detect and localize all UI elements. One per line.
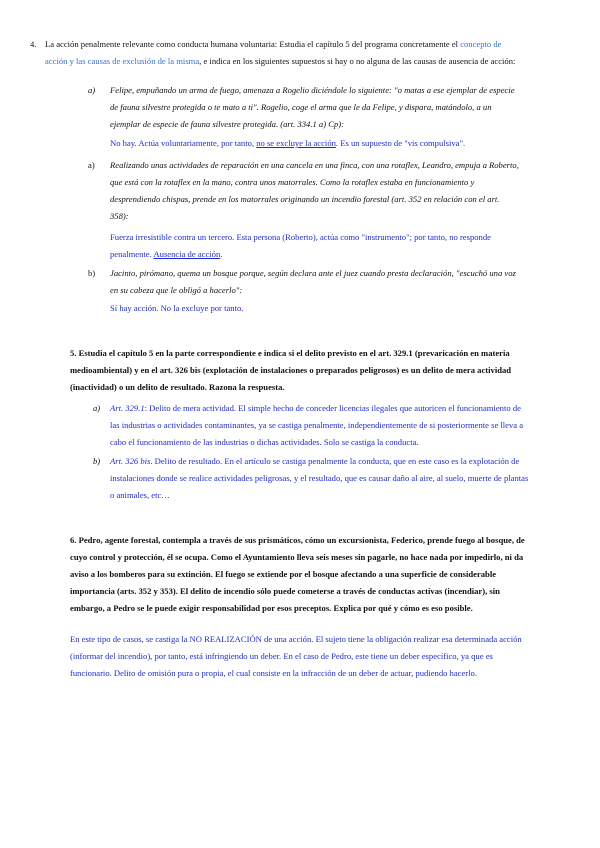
q4-intro	[45, 36, 525, 70]
q4-case-a2: Realizando unas actividades de reparación en una cancela en una finca, con una rotaflex, Leandro, empuja a Roberto, que está con la rotaflex en la mano, contra unos matorrales. Como la rotaflex estaba en funcionamiento y desprendiendo chispas, prende en los matorrales originando un incendio forestal (art. 352 en relación con el art. 358):	[110, 160, 519, 221]
q4-answer-a2-text: Fuerza irresistible contra un tercero. Esta persona (Roberto), actúa como "instrumento"; por tanto, no responde penalmente.	[110, 232, 491, 259]
q4-concept-link[interactable]: concepto de acción y las causas de exclusión de la misma	[45, 39, 502, 66]
q6-question: 6. Pedro, agente forestal, contempla a través de sus prismáticos, cómo un excursionista, Federico, prende fuego al bosque, de cuyo control y protección, él se ocupa. Como el Ayuntamiento lleva seis meses sin pagarle, no hace nada por impedirlo, ni da aviso a los bomberos para su extinción. El fuego se extiende por el bosque afectando a una superficie de considerable importancia (arts. 352 y 353). El delito de incendio sólo puede cometerse a través de conductas activas (incendiar), sin embargo, a Pedro se le puede exigir responsabilidad por esos preceptos. Explica por qué y cómo es eso posible.	[70, 535, 525, 613]
q4-answer-b-text: Sí hay acción. No la excluye por tanto.	[110, 303, 244, 313]
q4-answer-a	[110, 135, 520, 152]
q4-case-a: Felipe, empuñando un arma de fuego, amenaza a Rogelio diciéndole lo siguiente: "o matas a ese ejemplar de especie de fauna silvestre protegida o te mato a ti". Rogelio, coge el arma que le da Felipe, y dispara, matándolo, a un ejemplar de especie de fauna silvestre protegida. (art. 334.1 a) Cp):	[110, 85, 515, 129]
q5-ref-a: Art. 329.1	[110, 403, 145, 413]
q4-intro-text-end: , e indica en los siguientes supuestos si hay o no alguna de las causas de ausencia de acción:	[199, 56, 516, 66]
q5-answer-a	[110, 400, 530, 451]
q5-ref-b: Art. 326 bis	[110, 456, 151, 466]
q4-answer-a2-underlined: Ausencia de acción	[153, 249, 221, 259]
q4-answer-a-text: No hay. Actúa voluntariamente, por tanto,	[110, 138, 257, 148]
q4-answer-a2	[110, 229, 520, 263]
q5-item-label-b: b)	[93, 456, 101, 466]
q5-answer-a-text: : Delito de mera actividad. El simple hecho de conceder licencias ilegales que autoricen el funcionamiento de las industrias o actividades contaminantes, ya se castiga penalmente, independientemente de si posteriormente se lleva a cabo el funcionamiento de las industrias o dichas actividades. Solo se castiga la conducta.	[110, 403, 524, 447]
q6-answer: En este tipo de casos, se castiga la NO REALIZACIÓN de una acción. El sujeto tiene la obligación realizar esa determinada acción (informar del incendio), por tanto, está infringiendo un deber. En el caso de Pedro, este tiene un deber específico, ya que es funcionario. Delito de omisión pura o propia, el cual consiste en la infracción de un deber de actuar, pudiendo hacerlo.	[70, 634, 522, 678]
q4-item-label-a: a)	[88, 85, 96, 95]
q4-intro-text: La acción penalmente relevante como conducta humana voluntaria: Estudia el capítulo 5 del programa concretamente el	[45, 39, 461, 49]
q4-item-label-a2: a)	[88, 160, 95, 170]
q4-answer-b	[110, 300, 520, 317]
q5-answer-b	[110, 453, 530, 504]
q4-case-b: Jacinto, pirómano, quema un bosque porque, según declara ante el juez cuando presta declaración, "escuchó una voz en su cabeza que le obligó a hacerlo":	[110, 268, 516, 295]
q5-answer-b-text: . Delito de resultado. En el artículo se castiga penalmente la conducta, que en este caso es la explotación de instalaciones donde se realice actividades peligrosas, y el resultado, que es causar daño al aire, al suelo, muerte de plantas o animales, etc…	[110, 456, 529, 500]
q4-number: 4.	[30, 39, 37, 49]
q5-question: 5. Estudia el capítulo 5 en la parte correspondiente e indica si el delito previsto en el art. 329.1 (prevaricación en materia medioambiental) y en el art. 326 bis (explotación de instalaciones o preparados peligrosos) es un delito de mera actividad (inactividad) o un delito de resultado. Razona la respuesta.	[70, 348, 512, 392]
q4-answer-a-text-end: . Es un supuesto de "vis compulsiva".	[335, 138, 466, 148]
q4-item-label-b: b)	[88, 268, 96, 278]
q5-item-label-a: a)	[93, 403, 101, 413]
q4-answer-a-underlined: no se excluye la acción	[256, 138, 336, 148]
q4-answer-a2-text-end: .	[220, 249, 223, 259]
